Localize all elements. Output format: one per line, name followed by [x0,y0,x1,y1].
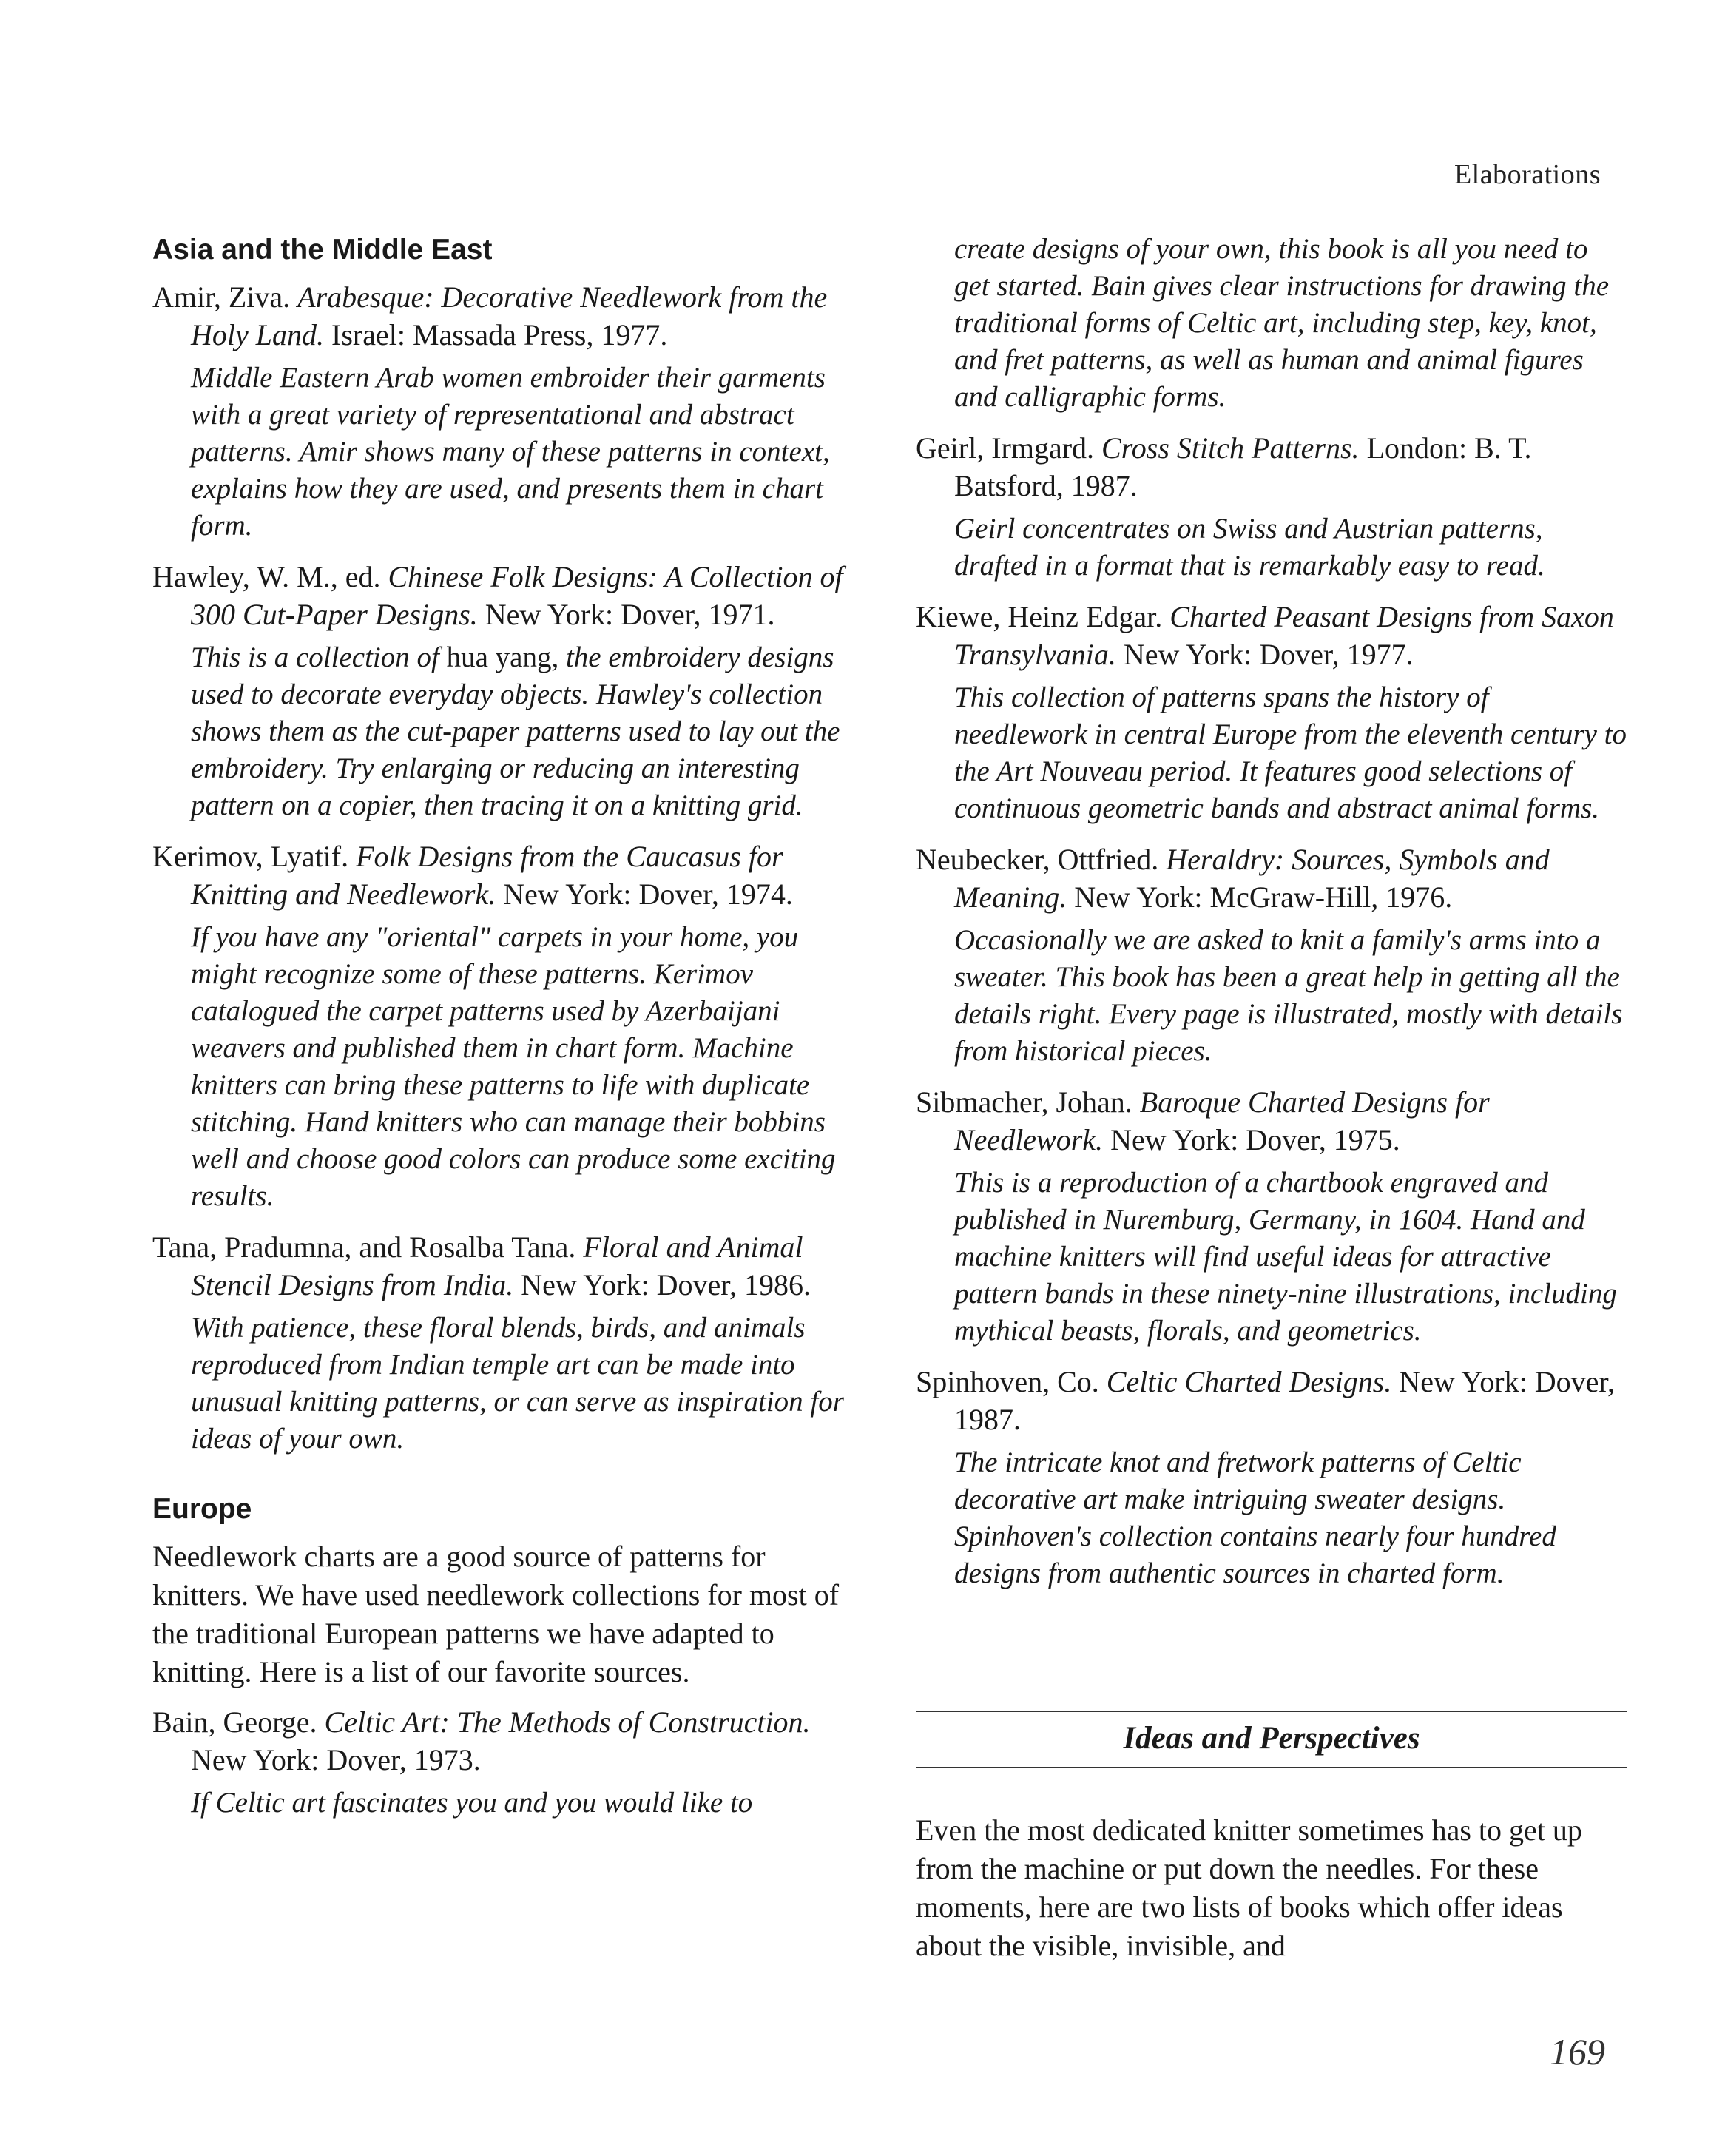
citation [916,1363,1627,1438]
right-column [916,231,1627,1977]
publication: New York: Dover, 1971. [477,598,775,631]
running-header: Elaborations [1454,159,1601,190]
page-number: 169 [1550,2031,1605,2072]
annotation: create designs of your own, this book is all you need to get started. Bain gives clear instructions for drawing the traditional forms of Celtic art, including step, key, knot, and fret patterns, as well as human and animal figures and calligraphic forms. [954,233,1610,413]
citation [916,598,1627,673]
author: Hawley, W. M., ed. [152,560,388,593]
annotation: If you have any "oriental" carpets in your home, you might recognize some of these patterns. Kerimov catalogued the carpet patterns used by Azerbaijani weavers and published them in chart form. Machine knitters can bring these patterns to life with duplicate stitching. Hand knitters who can manage their bobbins well and choose good colors can produce some exciting results. [191,921,836,1212]
bib-entry-bain-continued [916,231,1627,416]
annotation: Occasionally we are asked to knit a family's arms into a sweater. This book has been a great help in getting all the details right. Every page is illustrated, mostly with details from historical pieces. [954,924,1623,1067]
author: Kiewe, Heinz Edgar. [916,600,1170,633]
citation [152,838,864,913]
book-title: Arabesque: Decorative Needlework from the Holy Land. [191,280,828,351]
bib-entry-amir [152,278,864,545]
annotation: This collection of patterns spans the history of needlework in central Europe from the eleventh century to the Art Nouveau period. It features good selections of continuous geometric bands and abstract animal forms. [954,681,1627,824]
bib-entry-kiewe [916,598,1627,827]
citation [916,840,1627,916]
book-title: Heraldry: Sources, Symbols and Meaning. [954,843,1550,914]
publication: New York: Dover, 1974. [496,877,793,911]
left-column [152,231,864,1835]
book-title: Celtic Art: The Methods of Construction. [324,1705,811,1739]
publication: New York: Dover, 1977. [1115,638,1414,671]
book-title: Chinese Folk Designs: A Collection of 300 Cut-Paper Designs. [191,560,843,631]
annotation: The intricate knot and fretwork patterns of Celtic decorative art make intriguing sweater designs. Spinhoven's collection contains nearly four hundred designs from authentic sources in charted form. [954,1446,1556,1589]
bib-entry-geirl [916,429,1627,585]
annotation-term: hua yang [446,641,552,673]
section-title-europe: Europe [152,1493,252,1525]
citation [152,1703,864,1779]
author: Neubecker, Ottfried. [916,843,1167,876]
europe-intro-paragraph: Needlework charts are a good source of patterns for knitters. We have used needlework collections for most of the traditional European patterns we have adapted to knitting. Here is a list of our favorite sources. [152,1540,840,1688]
book-title: Baroque Charted Designs for Needlework. [954,1085,1490,1156]
annotation: Geirl concentrates on Swiss and Austrian patterns, drafted in a format that is remarkably easy to read. [954,513,1545,582]
author: Amir, Ziva. [152,280,298,314]
book-title: Floral and Animal Stencil Designs from India. [191,1230,803,1301]
publication: New York: Dover, 1987. [954,1365,1616,1436]
author: Spinhoven, Co. [916,1365,1107,1398]
annotation [152,639,864,824]
book-title: Charted Peasant Designs from Saxon Transylvania. [954,600,1614,671]
author: Geirl, Irmgard. [916,431,1102,465]
annotation: If Celtic art fascinates you and you would like to [191,1787,753,1819]
bib-entry-neubecker [916,840,1627,1070]
bib-entry-spinhoven [916,1363,1627,1592]
citation [916,1083,1627,1159]
citation [152,1228,864,1304]
citation [152,558,864,633]
publication: New York: Dover, 1986. [513,1268,811,1301]
author: Kerimov, Lyatif. [152,840,357,873]
publication: London: B. T. Batsford, 1987. [954,431,1532,502]
annotation: With patience, these floral blends, birds, and animals reproduced from Indian temple art can be made into unusual knitting patterns, or can serve as inspiration for ideas of your own. [191,1312,844,1455]
ideas-section-title: Ideas and Perspectives [1123,1721,1420,1756]
ideas-intro-paragraph: Even the most dedicated knitter sometimes has to get up from the machine or put down the needles. For these moments, here are two lists of books which offer ideas about the visible, invisible, and [916,1813,1582,1962]
annotation: Middle Eastern Arab women embroider their garments with a great variety of representational and abstract patterns. Amir shows many of these patterns in context, explains how they are used, and presents them in chart form. [191,362,830,542]
citation [916,429,1627,505]
book-title: Celtic Charted Designs. [1106,1365,1392,1398]
ideas-section-heading-box [916,1711,1627,1768]
bib-entry-kerimov [152,838,864,1215]
publication: New York: Dover, 1973. [191,1743,481,1776]
citation [152,278,864,354]
publication: New York: Dover, 1975. [1103,1123,1400,1156]
author: Bain, George. [152,1705,325,1739]
annotation-part: This is a collection of [191,641,447,673]
bib-entry-tana [152,1228,864,1458]
publication: Israel: Massada Press, 1977. [324,318,668,351]
bib-entry-hawley [152,558,864,824]
section-title-asia: Asia and the Middle East [152,234,493,266]
bib-entry-sibmacher [916,1083,1627,1350]
annotation-part: , the embroidery designs used to decorate everyday objects. Hawley's collection shows them as the cut-paper patterns used to lay out the embroidery. Try enlarging or reducing an interesting pattern on a copier, then tracing it on a knitting grid. [191,641,840,821]
author: Sibmacher, Johan. [916,1085,1140,1119]
author: Tana, Pradumna, and Rosalba Tana. [152,1230,584,1264]
bib-entry-bain [152,1703,864,1822]
book-title: Folk Designs from the Caucasus for Knitting and Needlework. [191,840,783,911]
annotation: This is a reproduction of a chartbook engraved and published in Nuremburg, Germany, in 1604. Hand and machine knitters will find useful ideas for attractive pattern bands in these ninety-nine illustrations, including mythical beasts, florals, and geometrics. [954,1167,1617,1347]
book-title: Cross Stitch Patterns. [1101,431,1360,465]
publication: New York: McGraw-Hill, 1976. [1067,880,1453,914]
